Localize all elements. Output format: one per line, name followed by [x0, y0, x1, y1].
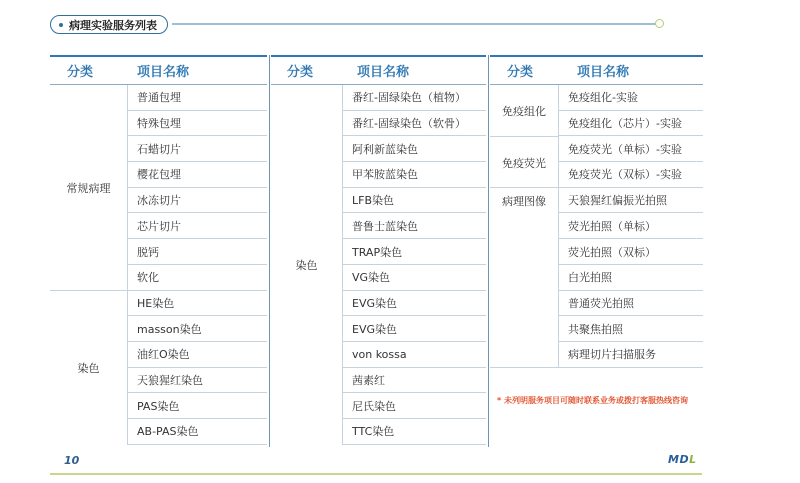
service-item: 特殊包埋: [127, 111, 267, 137]
service-item: 尼氏染色: [342, 393, 486, 419]
service-item: AB-PAS染色: [127, 419, 267, 445]
service-item: 石蜡切片: [127, 136, 267, 162]
page-number: 10: [64, 454, 80, 467]
service-item: TTC染色: [342, 419, 486, 445]
service-item: 荧光拍照（双标）: [558, 239, 703, 265]
header-item-name: 项目名称: [577, 65, 630, 80]
section-title: [50, 15, 168, 34]
category-staining: 染色: [295, 259, 318, 272]
service-item: EVG染色: [342, 291, 486, 317]
service-item: 免疫组化（芯片）-实验: [558, 111, 703, 137]
section-title-text: 病理实验服务列表: [69, 18, 157, 32]
service-item: von kossa: [342, 342, 486, 368]
table-panel-3: [490, 55, 703, 447]
bullet-dot-icon: [59, 23, 63, 27]
title-end-circle-icon: [655, 19, 664, 28]
service-item: 番红-固绿染色（软骨）: [342, 111, 486, 137]
service-item: 天狼猩红染色: [127, 368, 267, 394]
service-item: 冰冻切片: [127, 188, 267, 214]
panel-divider: [269, 55, 270, 447]
table-panel-2: [271, 55, 486, 447]
service-item: PAS染色: [127, 393, 267, 419]
table-panel-1: [50, 55, 267, 447]
service-item: 油红O染色: [127, 342, 267, 368]
service-item: 普鲁士蓝染色: [342, 214, 486, 240]
service-item: EVG染色: [342, 316, 486, 342]
service-item: 樱花包埋: [127, 162, 267, 188]
service-item: 阿利新蓝染色: [342, 136, 486, 162]
service-item: 白光拍照: [558, 265, 703, 291]
category-immunohistochemistry: 免疫组化: [502, 104, 546, 118]
service-item: 普通荧光拍照: [558, 291, 703, 317]
category-routine-pathology: 常规病理: [66, 182, 111, 195]
footnote: * 未列明服务项目可随时联系业务或拨打客服热线咨询: [497, 396, 688, 405]
service-item: 芯片切片: [127, 214, 267, 240]
header-category: 分类: [287, 65, 314, 80]
title-rule: [172, 23, 656, 25]
service-item: LFB染色: [342, 188, 486, 214]
category-staining: 染色: [77, 362, 100, 375]
service-item: 病理切片扫描服务: [558, 342, 703, 368]
service-item: 茜素红: [342, 368, 486, 394]
service-item: TRAP染色: [342, 239, 486, 265]
service-item: 番红-固绿染色（植物）: [342, 85, 486, 111]
category-immunofluorescence: 免疫荧光: [502, 156, 546, 170]
header-item-name: 项目名称: [137, 65, 190, 80]
service-item: 甲苯胺蓝染色: [342, 162, 486, 188]
service-item: 荧光拍照（单标）: [558, 214, 703, 240]
panel-divider: [488, 55, 489, 447]
header-item-name: 项目名称: [357, 65, 410, 80]
service-item: 免疫组化-实验: [558, 85, 703, 111]
service-item: 脱钙: [127, 239, 267, 265]
service-item: 软化: [127, 265, 267, 291]
company-logo: MDL: [668, 453, 697, 466]
service-item: 普通包埋: [127, 85, 267, 111]
category-pathology-imaging: 病理图像: [502, 195, 546, 208]
service-item: 免疫荧光（双标）-实验: [558, 162, 703, 188]
footer-rule: [50, 473, 702, 475]
service-item: 免疫荧光（单标）-实验: [558, 136, 703, 162]
header-category: 分类: [67, 65, 94, 80]
service-item: masson染色: [127, 316, 267, 342]
service-item: 共聚焦拍照: [558, 316, 703, 342]
service-item: HE染色: [127, 291, 267, 317]
service-item: 天狼猩红偏振光拍照: [558, 188, 703, 214]
service-item: VG染色: [342, 265, 486, 291]
header-category: 分类: [507, 65, 534, 80]
